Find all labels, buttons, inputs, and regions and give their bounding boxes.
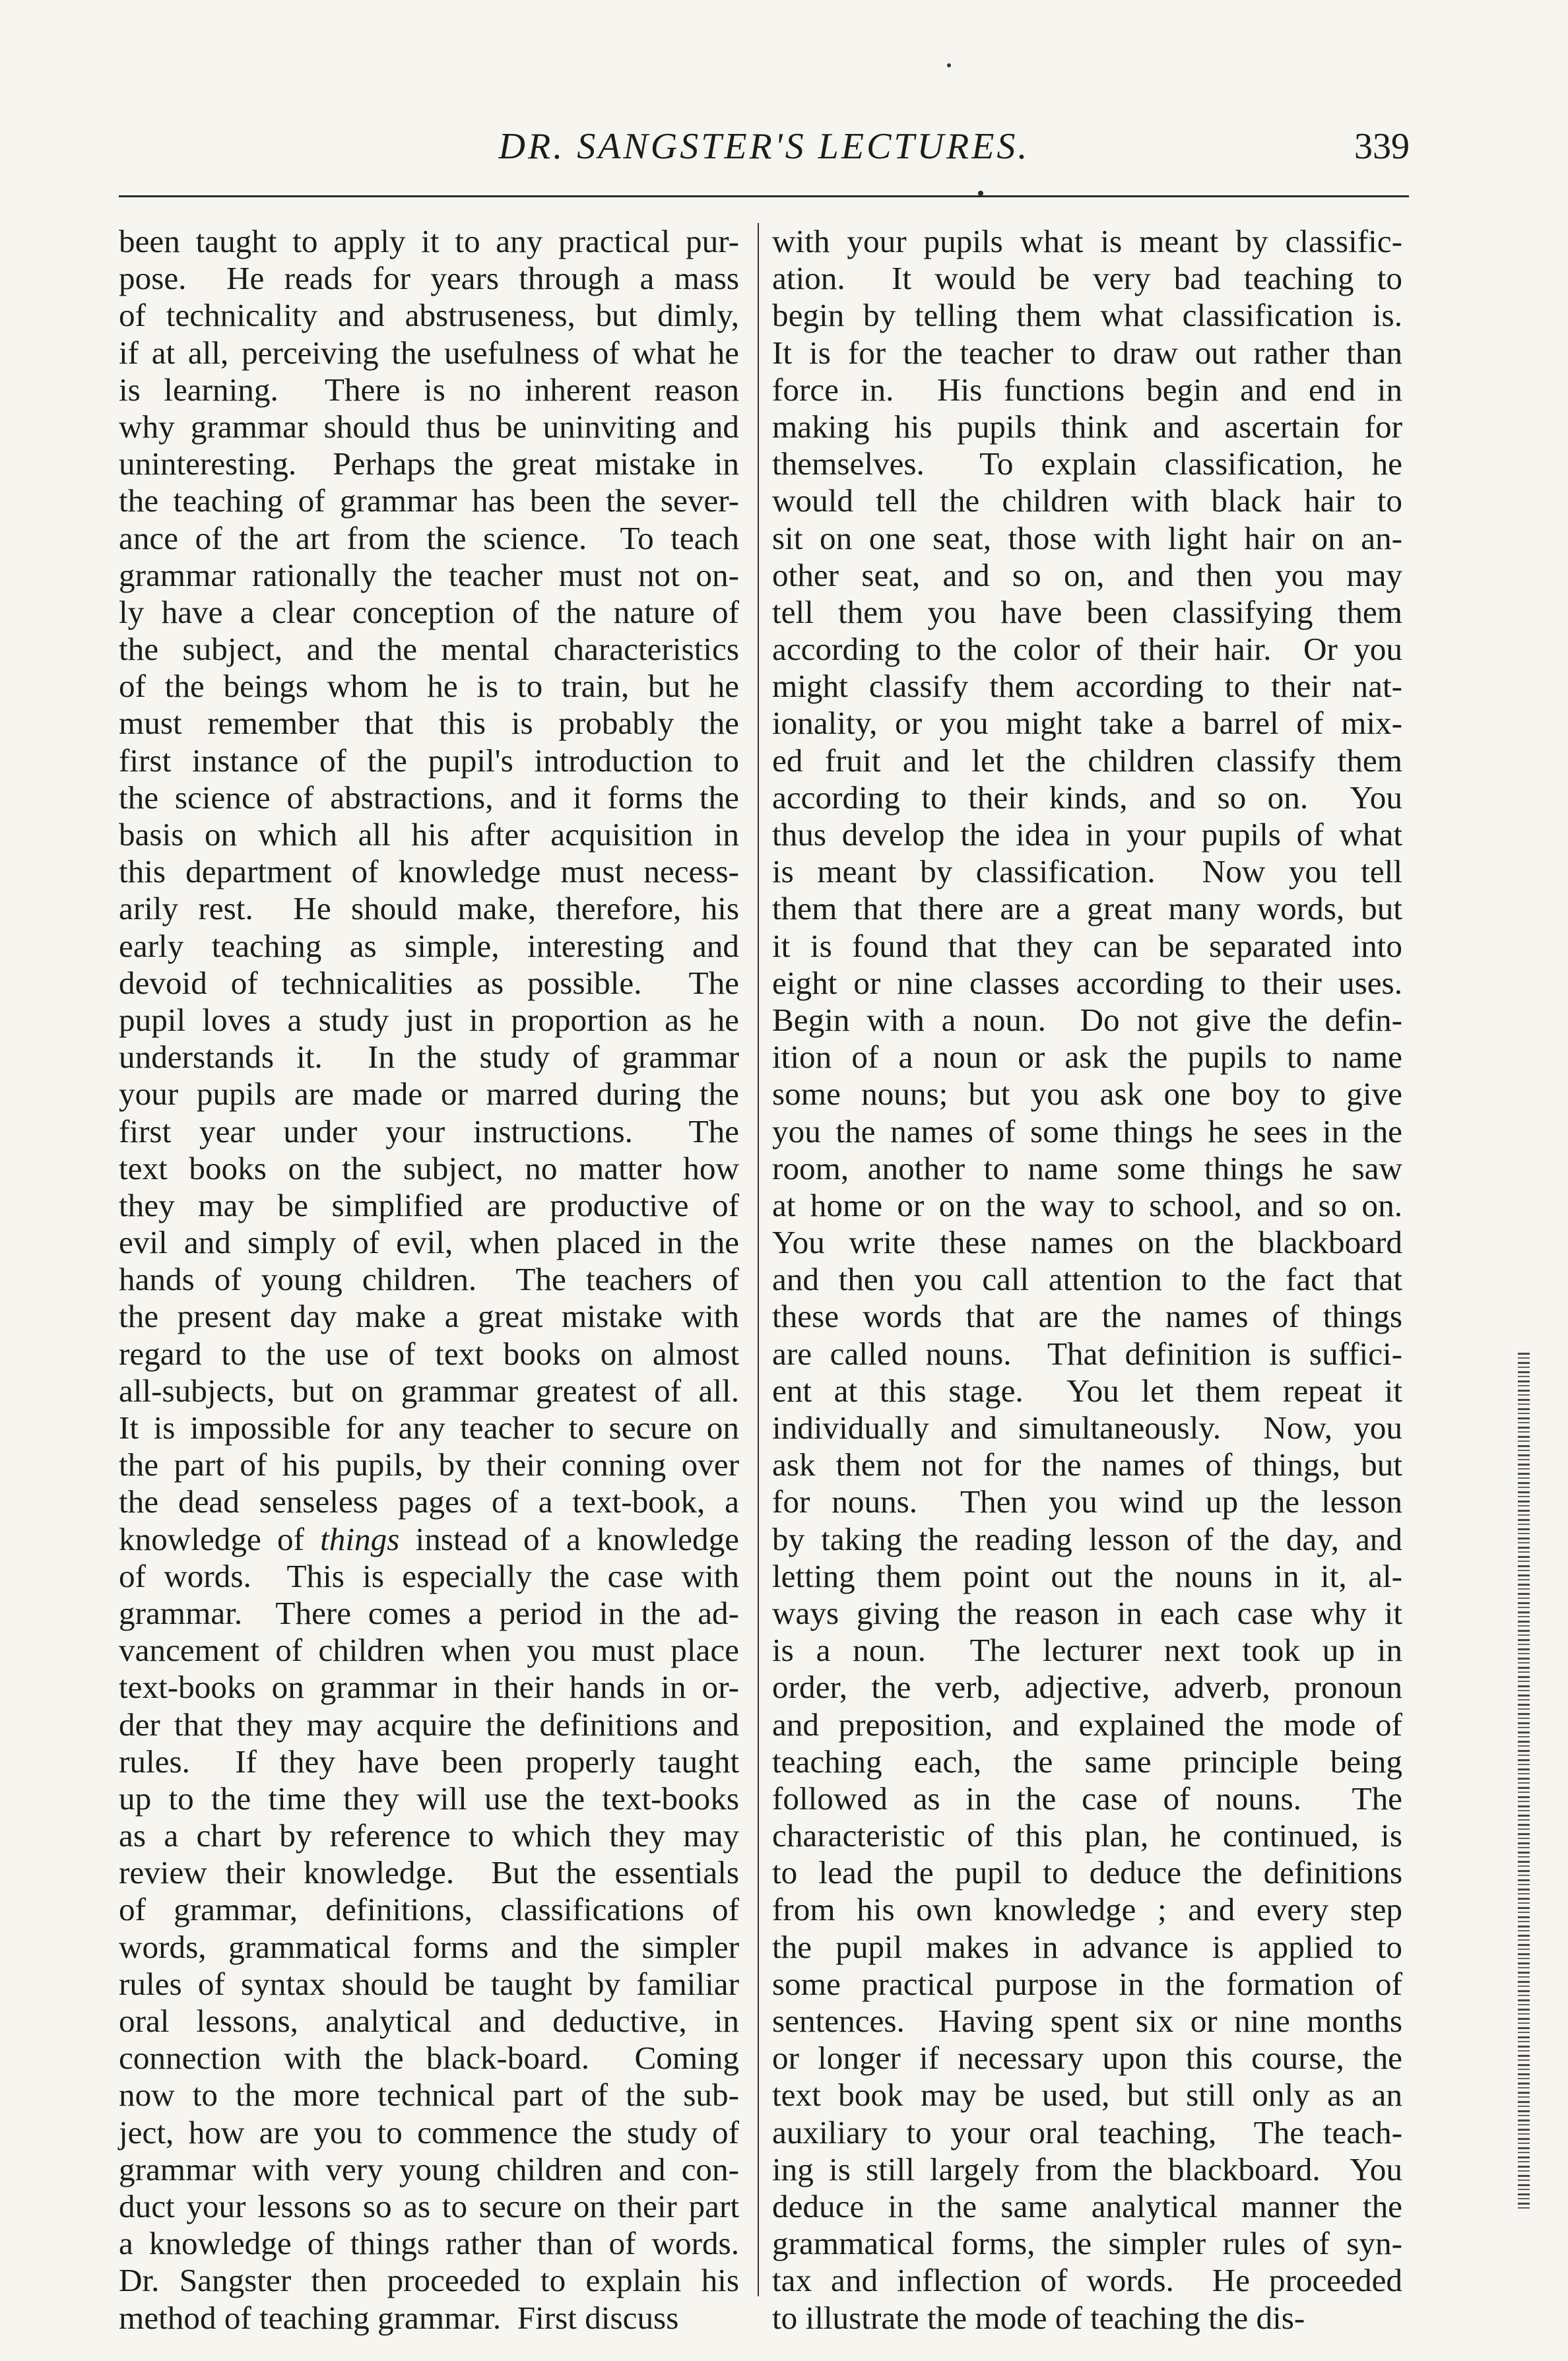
text-line: this department of knowledge must necess- <box>119 853 739 890</box>
text-line: been taught to apply it to any practical pur- <box>119 223 739 259</box>
text-line: and then you call attention to the fact that <box>772 1261 1402 1298</box>
text-line: ance of the art from the science. To teach <box>119 519 739 556</box>
text-line: is a noun. The lecturer next took up in <box>772 1632 1402 1669</box>
text-line: connection with the black-board. Coming <box>119 2040 739 2077</box>
text-line: oral lessons, analytical and deductive, in <box>119 2003 739 2039</box>
text-line: eight or nine classes according to their uses. <box>772 964 1402 1001</box>
running-head <box>119 119 1410 178</box>
text-line: individually and simultaneously. Now, you <box>772 1409 1402 1446</box>
text-line: would tell the children with black hair to <box>772 482 1402 519</box>
text-line: now to the more technical part of the sub- <box>119 2077 739 2114</box>
text-line: tell them you have been classifying them <box>772 593 1402 630</box>
text-line: method of teaching grammar. First discuss <box>119 2299 679 2336</box>
text-line: pose. He reads for years through a mass <box>119 260 739 297</box>
text-line: ask them not for the names of things, but <box>772 1446 1402 1483</box>
text-line: sentences. Having spent six or nine months <box>772 2003 1402 2039</box>
text-line: other seat, and so on, and then you may <box>772 556 1402 593</box>
text-line: characteristic of this plan, he continued, is <box>772 1817 1402 1854</box>
text-line: you the names of some things he sees in the <box>772 1113 1402 1149</box>
text-line: text book may be used, but still only as an <box>772 2077 1402 2114</box>
text-line: rules of syntax should be taught by familiar <box>119 1965 739 2002</box>
text-line: them that there are a great many words, but <box>772 890 1402 927</box>
page-edge-scan-artifact <box>1518 1353 1530 2211</box>
text-line: as a chart by reference to which they may <box>119 1817 739 1854</box>
text-line: grammatical forms, the simpler rules of syn- <box>772 2225 1402 2262</box>
text-line: Dr. Sangster then proceeded to explain his <box>119 2262 739 2299</box>
text-line: themselves. To explain classification, he <box>772 445 1402 482</box>
text-line: force in. His functions begin and end in <box>772 371 1402 408</box>
text-line: ation. It would be very bad teaching to <box>772 260 1402 297</box>
text-line: the part of his pupils, by their conning over <box>119 1446 739 1483</box>
header-rule-ornament <box>978 191 983 196</box>
text-line: first instance of the pupil's introduction to <box>119 742 739 779</box>
text-line: regard to the use of text books on almost <box>119 1335 739 1372</box>
text-line: basis on which all his after acquisition in <box>119 816 739 853</box>
text-line: are called nouns. That definition is suffici- <box>772 1335 1402 1372</box>
emphasis: things <box>320 1520 400 1557</box>
text-line: your pupils are made or marred during the <box>119 1076 739 1113</box>
text-line: or longer if necessary upon this course, the <box>772 2040 1402 2077</box>
text-line: all-subjects, but on grammar greatest of all. <box>119 1372 739 1409</box>
text-line: of words. This is especially the case with <box>119 1557 739 1594</box>
text-line: devoid of technicalities as possible. The <box>119 964 739 1001</box>
text-line: begin by telling them what classification is. <box>772 297 1402 334</box>
text-line: is meant by classification. Now you tell <box>772 853 1402 890</box>
text-line: ly have a clear conception of the nature of <box>119 593 739 630</box>
text-line: text-books on grammar in their hands in or- <box>119 1669 739 1706</box>
text-line: duct your lessons so as to secure on their part <box>119 2187 739 2224</box>
text-line: ent at this stage. You let them repeat it <box>772 1372 1402 1409</box>
text-line: order, the verb, adjective, adverb, pronoun <box>772 1669 1402 1706</box>
text-line: auxiliary to your oral teaching, The teach- <box>772 2114 1402 2151</box>
text-line: pupil loves a study just in proportion as he <box>119 1001 739 1038</box>
text-line: the subject, and the mental characteristics <box>119 631 739 668</box>
text-line: ways giving the reason in each case why it <box>772 1594 1402 1631</box>
text-line: making his pupils think and ascertain for <box>772 408 1402 445</box>
text-line: review their knowledge. But the essentials <box>119 1854 739 1891</box>
ink-speck <box>947 63 951 67</box>
text-line: these words that are the names of things <box>772 1298 1402 1335</box>
text-line: for nouns. Then you wind up the lesson <box>772 1483 1402 1520</box>
text-line: and preposition, and explained the mode of <box>772 1706 1402 1743</box>
text-line: tax and inflection of words. He proceeded <box>772 2262 1402 2299</box>
running-title: DR. SANGSTER'S LECTURES. <box>498 126 1030 167</box>
text-line: with your pupils what is meant by classific- <box>772 223 1402 259</box>
text-line: they may be simplified are productive of <box>119 1186 739 1223</box>
text-line: the science of abstractions, and it forms the <box>119 779 739 816</box>
text-line: It is impossible for any teacher to secure on <box>119 1409 739 1446</box>
text-line: might classify them according to their nat- <box>772 668 1402 705</box>
text-line: thus develop the idea in your pupils of what <box>772 816 1402 853</box>
text-line: early teaching as simple, interesting and <box>119 927 739 964</box>
text-line: a knowledge of things rather than of words. <box>119 2225 739 2262</box>
text-line: Begin with a noun. Do not give the defin- <box>772 1001 1402 1038</box>
text-line: by taking the reading lesson of the day, and <box>772 1520 1402 1557</box>
text-line: der that they may acquire the definitions and <box>119 1706 739 1743</box>
text-line: teaching each, the same principle being <box>772 1743 1402 1780</box>
text-line: followed as in the case of nouns. The <box>772 1780 1402 1817</box>
text-line: hands of young children. The teachers of <box>119 1261 739 1298</box>
text-line: from his own knowledge ; and every step <box>772 1891 1402 1928</box>
text-line: grammar rationally the teacher must not on- <box>119 556 739 593</box>
text-line: You write these names on the blackboard <box>772 1224 1402 1261</box>
text-line: ed fruit and let the children classify them <box>772 742 1402 779</box>
right-column <box>772 223 1402 2337</box>
text-line: up to the time they will use the text-books <box>119 1780 739 1817</box>
text-line: rules. If they have been properly taught <box>119 1743 739 1780</box>
text-line: some practical purpose in the formation of <box>772 1965 1402 2002</box>
text-line: sit on one seat, those with light hair on an- <box>772 519 1402 556</box>
text-line: letting them point out the nouns in it, al- <box>772 1557 1402 1594</box>
text-line: ionality, or you might take a barrel of mix- <box>772 705 1402 742</box>
text-line: the dead senseless pages of a text-book, a <box>119 1483 739 1520</box>
text-line: ition of a noun or ask the pupils to name <box>772 1039 1402 1076</box>
text-line: grammar. There comes a period in the ad- <box>119 1594 739 1631</box>
text-line: to illustrate the mode of teaching the dis- <box>772 2299 1305 2336</box>
text-line: must remember that this is probably the <box>119 705 739 742</box>
text-line: text books on the subject, no matter how <box>119 1149 739 1186</box>
text-line: arily rest. He should make, therefore, his <box>119 890 739 927</box>
text-line: the present day make a great mistake with <box>119 1298 739 1335</box>
text-line: the teaching of grammar has been the sever- <box>119 482 739 519</box>
text-line: at home or on the way to school, and so on. <box>772 1186 1402 1223</box>
text-line: why grammar should thus be uninviting and <box>119 408 739 445</box>
text-line: deduce in the same analytical manner the <box>772 2187 1402 2224</box>
column-divider <box>758 223 759 2296</box>
text-line: words, grammatical forms and the simpler <box>119 1928 739 1965</box>
text-line: ject, how are you to commence the study of <box>119 2114 739 2151</box>
text-line: according to their kinds, and so on. You <box>772 779 1402 816</box>
text-line: vancement of children when you must place <box>119 1632 739 1669</box>
page-number: 339 <box>1354 126 1410 167</box>
text-line: understands it. In the study of grammar <box>119 1039 739 1076</box>
text-line: room, another to name some things he saw <box>772 1149 1402 1186</box>
text-line: if at all, perceiving the usefulness of what he <box>119 334 739 371</box>
text-line: evil and simply of evil, when placed in the <box>119 1224 739 1261</box>
text-line: is learning. There is no inherent reason <box>119 371 739 408</box>
left-column <box>119 223 739 2337</box>
text-line: some nouns; but you ask one boy to give <box>772 1076 1402 1113</box>
text-line: grammar with very young children and con- <box>119 2151 739 2187</box>
text-line: of technicality and abstruseness, but dimly, <box>119 297 739 334</box>
text-line: first year under your instructions. The <box>119 1113 739 1149</box>
text-line: of the beings whom he is to train, but he <box>119 668 739 705</box>
text-line: the pupil makes in advance is applied to <box>772 1928 1402 1965</box>
text-line: it is found that they can be separated into <box>772 927 1402 964</box>
text-line: It is for the teacher to draw out rather than <box>772 334 1402 371</box>
header-rule <box>119 195 1409 197</box>
text-line: according to the color of their hair. Or you <box>772 631 1402 668</box>
text-line: uninteresting. Perhaps the great mistake in <box>119 445 739 482</box>
text-line: to lead the pupil to deduce the definitions <box>772 1854 1402 1891</box>
text-line: ing is still largely from the blackboard. You <box>772 2151 1402 2187</box>
text-line: knowledge of things instead of a knowledge <box>119 1520 739 1557</box>
text-line: of grammar, definitions, classifications of <box>119 1891 739 1928</box>
